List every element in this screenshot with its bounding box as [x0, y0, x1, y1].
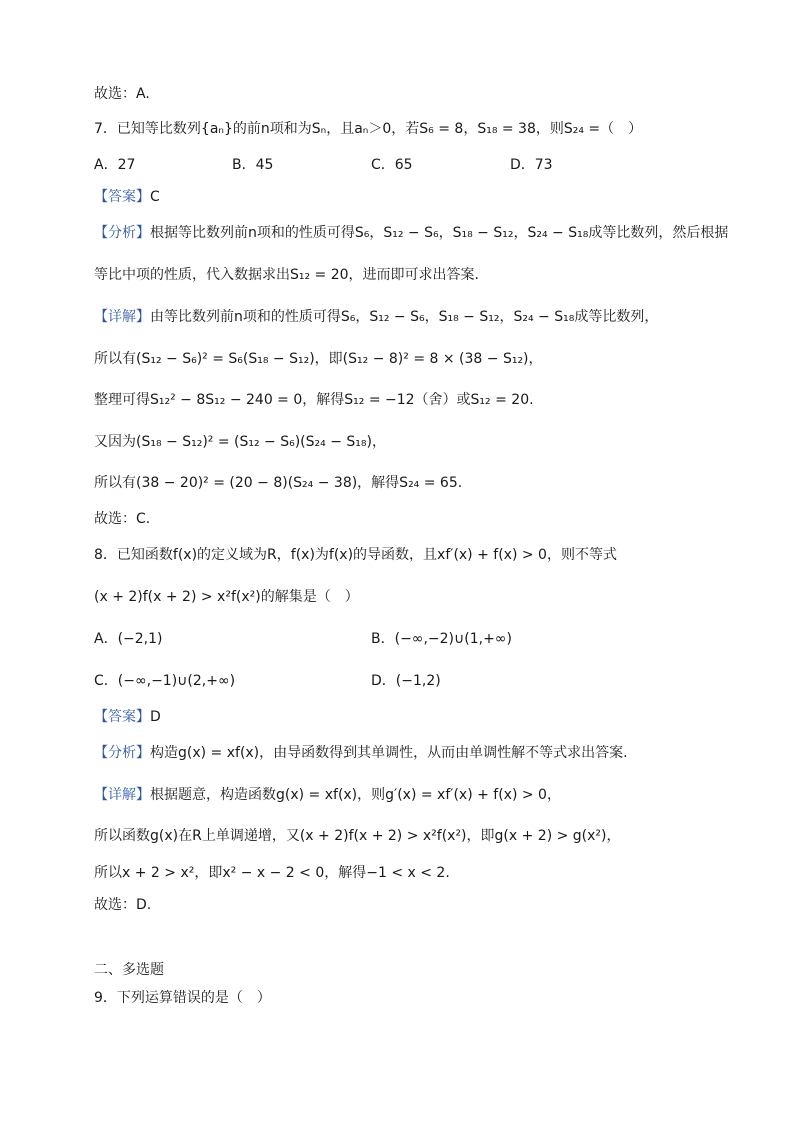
detail-tag: 【详解】	[94, 787, 150, 803]
detail-text: 由等比数列前n项和的性质可得S₆，S₁₂ − S₆，S₁₈ − S₁₂，S₂₄ − S₁₈成等比数列，	[150, 309, 659, 325]
q7-detail-b: 所以有(S₁₂ − S₆)² = S₆(S₁₈ − S₁₂)，即(S₁₂ − 8)² = 8 × (38 − S₁₂)，	[94, 351, 543, 367]
q8-detail-b: 所以函数g(x)在R上单调递增，又(x + 2)f(x + 2) > x²f(x²)，即g(x + 2) > g(x²)，	[94, 828, 621, 844]
answer-tag: 【答案】	[94, 709, 150, 725]
q8-detail	[94, 785, 561, 805]
q7-detail-e: 所以有(38 − 20)² = (20 − 8)(S₂₄ − 38)，解得S₂₄ = 65.	[94, 475, 463, 491]
q7-answer	[94, 187, 160, 207]
q7-detail-d: 又因为(S₁₈ − S₁₂)² = (S₁₂ − S₆)(S₂₄ − S₁₈)，	[94, 434, 386, 450]
line-select-a: 故选：A.	[94, 86, 150, 102]
q8-analysis	[94, 743, 628, 763]
analysis-tag: 【分析】	[94, 225, 150, 241]
q8-select: 故选：D.	[94, 897, 152, 913]
answer-tag: 【答案】	[94, 189, 150, 205]
q7-option-d: D．73	[510, 157, 553, 173]
q7-analysis-cont: 等比中项的性质，代入数据求出S₁₂ = 20，进而即可求出答案.	[94, 267, 480, 283]
q7-detail	[94, 307, 658, 327]
q7-analysis	[94, 223, 728, 243]
q8-option-c: C．(−∞,−1)∪(2,+∞)	[94, 673, 236, 689]
q7-detail-c: 整理可得S₁₂² − 8S₁₂ − 240 = 0，解得S₁₂ = −12（舍）或S₁₂ = 20.	[94, 392, 534, 408]
q8-answer	[94, 707, 161, 727]
section-heading: 二、多选题	[94, 962, 164, 978]
analysis-tag: 【分析】	[94, 745, 150, 761]
answer-value: C	[150, 189, 160, 205]
q8-option-a: A．(−2,1)	[94, 631, 163, 647]
answer-value: D	[150, 709, 161, 725]
question-7: 7．已知等比数列{aₙ}的前n项和为Sₙ，且aₙ＞0，若S₆ = 8，S₁₈ = 38，则S₂₄ =（ ）	[94, 121, 643, 137]
detail-tag: 【详解】	[94, 309, 150, 325]
question-8: 8．已知函数f(x)的定义域为R，f(x)为f(x)的导函数，且xf′(x) + f(x) > 0，则不等式	[94, 547, 617, 563]
q7-option-c: C．65	[371, 157, 413, 173]
q7-select: 故选：C.	[94, 511, 151, 527]
q7-option-a: A．27	[94, 157, 136, 173]
q7-option-b: B．45	[232, 157, 274, 173]
analysis-text: 根据等比数列前n项和的性质可得S₆，S₁₂ − S₆，S₁₈ − S₁₂，S₂₄ − S₁₈成等比数列，然后根据	[150, 225, 729, 241]
detail-text: 根据题意，构造函数g(x) = xf(x)，则g′(x) = xf′(x) + f(x) > 0，	[150, 787, 561, 803]
q8-option-d: D．(−1,2)	[371, 673, 441, 689]
question-9: 9．下列运算错误的是（ ）	[94, 990, 271, 1006]
question-8-cont: (x + 2)f(x + 2) > x²f(x²)的解集是（ ）	[94, 589, 359, 605]
q8-detail-c: 所以x + 2 > x²，即x² − x − 2 < 0，解得−1 < x < 2.	[94, 865, 450, 881]
analysis-text: 构造g(x) = xf(x)，由导函数得到其单调性，从而由单调性解不等式求出答案.	[150, 745, 628, 761]
q8-option-b: B．(−∞,−2)∪(1,+∞)	[371, 631, 512, 647]
